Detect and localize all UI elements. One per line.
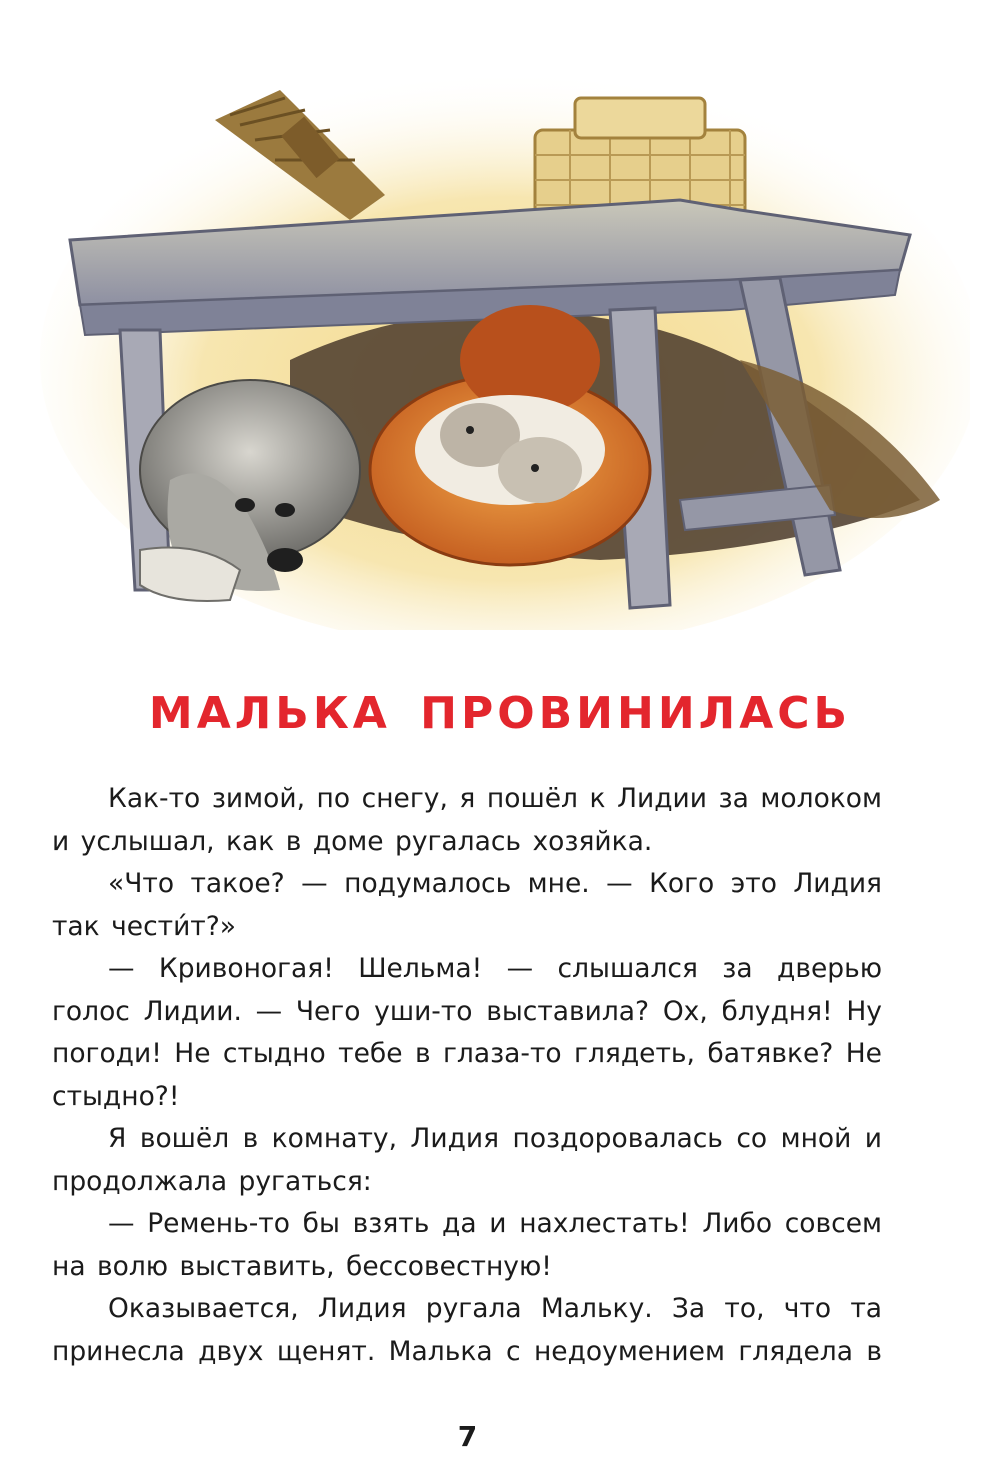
- paragraph: Я вошёл в комнату, Лидия поздоровалась со мной и продолжала ругаться:: [52, 1123, 882, 1197]
- chapter-title: МАЛЬКА ПРОВИНИЛАСЬ: [148, 688, 852, 739]
- illustration-dog-under-bench: [40, 30, 970, 630]
- paragraph: — Ремень-то бы взять да и нахлестать! Либо совсем на волю выставить, бессовестную!: [52, 1208, 882, 1282]
- paragraph: — Кривоногая! Шельма! — слышался за дверью голос Лидии. — Чего уши-то выставила? Ох, блудня! Ну погоди! Не стыдно тебе в глаза-то глядеть, батявке? Не стыдно?!: [52, 953, 882, 1112]
- paragraph: Как-то зимой, по снегу, я пошёл к Лидии за молоком и услышал, как в доме ругалась хозяйка.: [52, 783, 882, 857]
- page-number: 7: [457, 1420, 478, 1453]
- paragraph: «Что такое? — подумалось мне. — Кого это Лидия так чести́т?»: [52, 868, 882, 942]
- paragraph: Оказывается, Лидия ругала Мальку. За то, что та принесла двух щенят. Малька с недоумением глядела в: [52, 1293, 882, 1367]
- story-text: [52, 778, 882, 1373]
